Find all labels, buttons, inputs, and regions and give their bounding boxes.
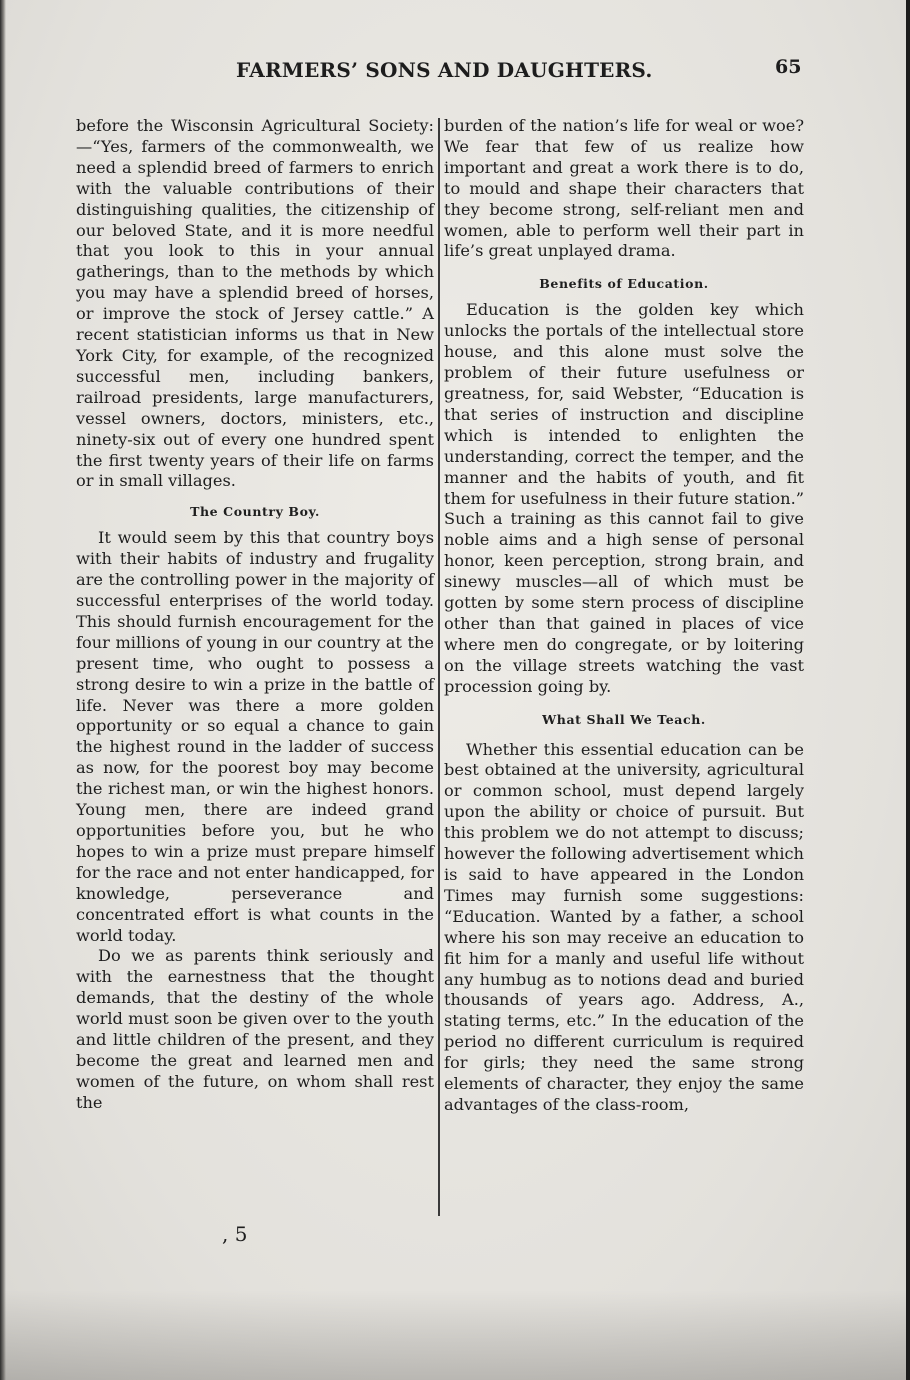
heading-country-boy: The Country Boy. — [190, 504, 320, 520]
right-column — [444, 116, 804, 1116]
heading-what-shall-we-teach: What Shall We Teach. — [542, 711, 706, 727]
signature-mark: , 5 — [222, 1222, 248, 1246]
right-paragraph-2: Education is the golden key which unlocks the portals of the intellectual store house, and this alone must solve the problem of their future usefulness or greatness, for, said Webster, “Education is that series of instruction and discipline which is intended to enlighten the understanding, correct the temper, and the manner and the habits of youth, and fit them for usefulness in their future station.” Such a training as this cannot fail to give noble aims and a high sense of personal honor, keen perception, strong brain, and sinewy muscles—all of which must be gotten by some stern process of discipline other than that gained in places of vice where men do congregate, or by loitering on the village streets watching the vast procession going by. — [444, 300, 804, 696]
left-column — [76, 116, 434, 1114]
right-paragraph-3: Whether this essential education can be best obtained at the university, agricultural or common school, must depend largely upon the ability or choice of pursuit. But this problem we do not attempt to discuss; however the following advertisement which is said to have appeared in the London Times may furnish some suggestions: “Education. Wanted by a father, a school where his son may receive an education to fit him for a manly and useful life without any humbug as to notions dead and buried thousands of years ago. Address, A., stating terms, etc.” In the education of the period no different curriculum is required for girls; they need the same strong elements of character, they enjoy the same advantages of the class-room, — [444, 739, 804, 1114]
page-number: 65 — [775, 56, 802, 78]
running-header — [0, 58, 906, 92]
left-paragraph-1: before the Wisconsin Agricultural Society:—“Yes, farmers of the commonwealth, we need a splendid breed of farmers to enrich with the valuable contributions of their distinguishing qualities, the citizenship of our beloved State, and it is more needful that you look to this in your annual gatherings, than to the methods by which you may have a splendid breed of horses, or improve the stock of Jersey cattle.” A recent statistician informs us that in New York City, for example, of the recognized successful men, including bankers, railroad presidents, large manufacturers, vessel owners, doctors, ministers, etc., ninety-six out of every one hundred spent the first twenty years of their life on farms or in small villages. — [76, 116, 434, 491]
left-paragraph-2: It would seem by this that country boys with their habits of industry and frugality are the controlling power in the majority of successful enterprises of the world today. This should furnish encouragement for the four millions of young in our country at the present time, who ought to possess a strong desire to win a prize in the battle of life. Never was there a more golden opportunity or so equal a chance to gain the highest round in the ladder of success as now, for the poorest boy may become the richest man, or win the highest honors. Young men, there are indeed grand opportunities before you, but he who hopes to win a prize must prepare himself for the race and not enter handicapped, for knowledge, perseverance and concentrated effort is what counts in the world today. — [76, 528, 434, 945]
left-paragraph-3: Do we as parents think seriously and with the earnestness that the thought demands, that the destiny of the whole world must soon be given over to the youth and little children of the present, and they become the great and learned men and women of the future, on whom shall rest the — [76, 946, 434, 1112]
running-title: FARMERS’ SONS AND DAUGHTERS. — [236, 58, 653, 82]
right-paragraph-1: burden of the nation’s life for weal or woe? We fear that few of us realize how important and great a work there is to do, to mould and shape their characters that they become strong, self-reliant men and women, able to perform well their part in life’s great unplayed drama. — [444, 116, 804, 261]
column-divider — [438, 118, 440, 1216]
heading-benefits-of-education: Benefits of Education. — [539, 276, 709, 292]
